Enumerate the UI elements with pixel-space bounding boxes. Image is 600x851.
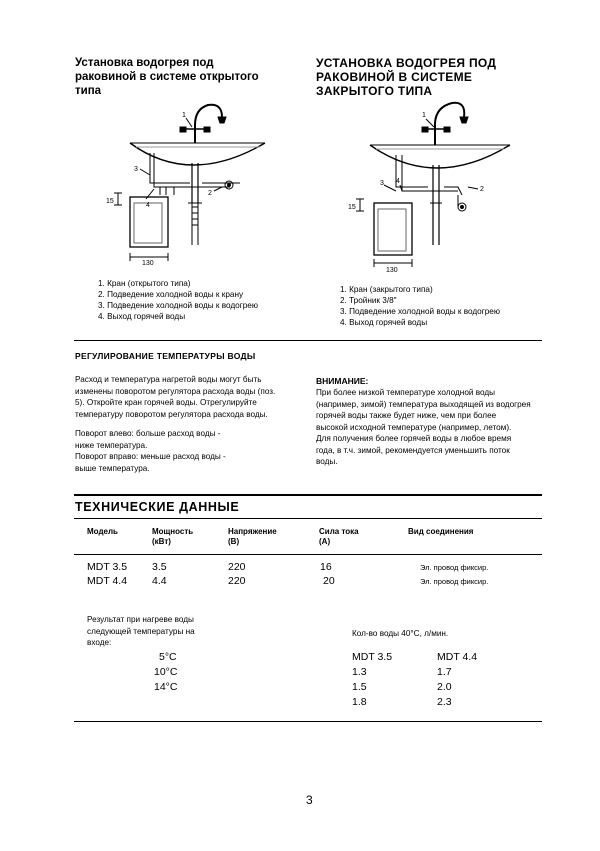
tech-heading-rule: [74, 518, 542, 519]
left-dim-side: 15: [106, 198, 114, 205]
closed-type-installation-diagram: [340, 95, 600, 275]
right-dim-side: 15: [348, 204, 356, 211]
left-legend-item: 2. Подведение холодной воды к крану: [98, 290, 244, 299]
right-callout-3: 3: [380, 180, 384, 187]
flow-value: 2.3: [437, 696, 452, 708]
flow-value: 1.7: [437, 666, 452, 678]
col-model-header: Модель: [87, 527, 118, 536]
right-legend: [340, 284, 500, 328]
open-type-installation-diagram: [90, 95, 370, 265]
page-number: 3: [306, 793, 313, 807]
tech-header-rule: [74, 554, 542, 555]
flow-model-a: MDT 3.5: [352, 651, 393, 663]
inlet-temp: 14°C: [154, 681, 178, 693]
tech-bottom-rule: [74, 721, 542, 722]
temp-paragraph-1: Расход и температура нагретой воды могут быть изменены поворотом регулятора расхода воды (поз. 5). Откройте кран горячей воды. Отрегулируйте температуру поворотом регулятора расхода воды.: [75, 375, 276, 419]
left-legend-item: 1. Кран (открытого типа): [98, 279, 191, 288]
right-dim-width: 130: [386, 267, 398, 274]
col-power-header: Мощность (кВт): [152, 527, 194, 546]
left-callout-2: 2: [208, 190, 212, 197]
warning-text: При более низкой температуре холодной воды (например, зимой) температура выходящей из водогрея горячей воды также будет ниже, чем при более высокой исходной температуре (например, летом). Для получения более горячей воды в любое время года, в т.ч. зимой, рекомендуется уменьшить поток воды.: [316, 388, 531, 466]
tech-heading: ТЕХНИЧЕСКИЕ ДАННЫЕ: [75, 500, 240, 514]
right-callout-1: 1: [422, 112, 426, 119]
warning-heading: ВНИМАНИЕ:: [316, 376, 369, 386]
flow-value: 1.3: [352, 666, 367, 678]
tech-top-rule: [74, 494, 542, 496]
left-legend: [98, 278, 258, 322]
left-callout-1: 1: [182, 112, 186, 119]
inlet-temp: 5°C: [159, 651, 177, 663]
heating-result-text: Результат при нагреве воды следующей температуры на входе:: [87, 615, 195, 647]
left-legend-item: 3. Подведение холодной воды к водогрею: [98, 301, 258, 310]
inlet-temp: 10°C: [154, 666, 178, 678]
right-legend-item: 3. Подведение холодной воды к водогрею: [340, 307, 500, 316]
temp-heading: РЕГУЛИРОВАНИЕ ТЕМПЕРАТУРЫ ВОДЫ: [75, 351, 256, 361]
divider: [74, 340, 542, 341]
left-dim-width: 130: [142, 260, 154, 267]
col-current-header: Сила тока (А): [319, 527, 359, 546]
right-legend-item: 4. Выход горячей воды: [340, 318, 428, 327]
right-legend-item: 2. Тройник 3/8": [340, 296, 397, 305]
flow-value: 1.5: [352, 681, 367, 693]
left-callout-4: 4: [146, 202, 150, 209]
left-callout-3: 3: [134, 166, 138, 173]
flow-value: 1.8: [352, 696, 367, 708]
left-legend-item: 4. Выход горячей воды: [98, 312, 186, 321]
flow-model-b: MDT 4.4: [437, 651, 478, 663]
flow-value: 2.0: [437, 681, 452, 693]
left-title: Установка водогрея под раковиной в системе открытого типа: [75, 57, 259, 97]
col-connection-header: Вид соединения: [408, 527, 474, 536]
right-title: УСТАНОВКА ВОДОГРЕЯ ПОД РАКОВИНОЙ В СИСТЕМЕ ЗАКРЫТОГО ТИПА: [316, 56, 497, 98]
right-callout-2: 2: [480, 186, 484, 193]
col-voltage-header: Напряжение (В): [228, 527, 277, 546]
right-legend-item: 1. Кран (закрытого типа): [340, 285, 433, 294]
right-callout-4: 4: [396, 178, 400, 185]
flow-label: Кол-во воды 40°C, л/мин.: [352, 629, 449, 638]
temp-paragraph-2: Поворот влево: больше расход воды - ниже температура. Поворот вправо: меньше расход воды - выше температура.: [75, 429, 226, 473]
